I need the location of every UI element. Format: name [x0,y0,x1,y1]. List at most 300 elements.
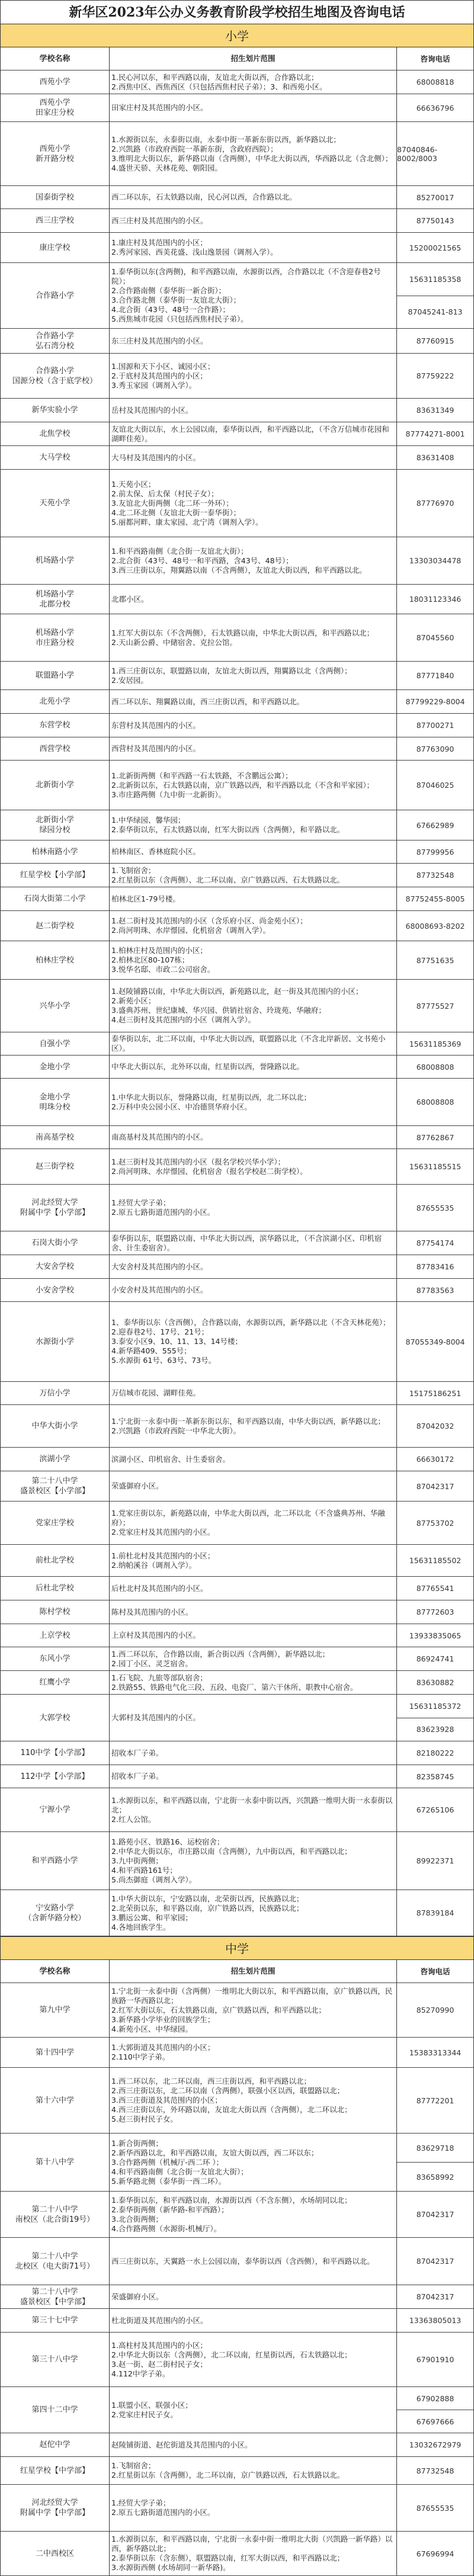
phone-cell [397,470,473,537]
range-line: 1.宁北街一永泰中街（含两侧）一维明北大街以东，和平西路以南，京广铁路以西，民族路一华西路以北； [111,1986,393,2005]
table-header [0,1960,474,1983]
range-line: 岳村及其范围内的小区。 [111,405,193,415]
school-name-line: 水源街小学 [35,1337,74,1346]
phone-number: 82180222 [416,1749,454,1757]
phone-cell [397,1890,473,1936]
table-row [0,1032,474,1056]
school-name [1,2387,110,2433]
phone-number: 15631185515 [409,1162,462,1171]
school-name [1,1448,110,1471]
range-line: 1.联盟小区、联强小区； [111,2400,193,2410]
range-line: 3.新华路小学毕业的回族学生； [111,2014,215,2024]
range-line: 荣盛御府小区。 [111,1481,164,1490]
range-line: 1.西二环以东，合作路以南，新合街以西（含两侧），新华路以北； [111,1649,330,1658]
school-name [1,1695,110,1741]
phone-number: 82358745 [416,1772,454,1781]
school-name [1,1788,110,1831]
table-row [0,2485,474,2532]
phone-number: 15383313344 [409,2048,462,2057]
school-name [1,980,110,1032]
enrollment-range [110,1788,397,1831]
school-name-line: 西营学校 [39,744,71,753]
range-line: 2.红星街以东（含两侧），北二环以南，京广铁路以西，石太铁路以北。 [111,2471,345,2479]
school-name-line: 河北经贸大学 [31,2498,78,2507]
range-line: 1.北新街两侧（和平西路一石太铁路，不含鹏远公寓）； [111,771,293,780]
header-phone: 咨询电话 [420,54,450,63]
table-row [0,1302,474,1382]
phone-cell [397,263,473,328]
range-line: 东营村及其范围内的小区。 [111,720,201,730]
school-name-line: 国源分校（含于底学校） [12,376,97,386]
school-name [1,662,110,689]
school-name-line: 东风小学 [39,1654,71,1663]
phone-cell [397,446,473,469]
range-line: 2.天山新公爵、中储宿舍、克拉公馆。 [111,637,237,647]
school-name [1,1079,110,1125]
range-line: 2.铁路55、铁路电气化三段、五段、电瓷厂、第六干休所、职教中心宿舍。 [111,1682,358,1692]
range-line: 3.水源街西侧 (水场胡同一新华路)。 [111,2563,230,2572]
range-line: 1.中华绿园、馨华园； [111,816,185,825]
phone-cell [397,329,473,353]
phone-cell [397,1624,473,1647]
phone-number: 87774271-8001 [405,429,465,438]
phone-cell [397,2433,473,2456]
range-line: 2.泰华街以东，石太铁路以南，红军大街以西（含两侧），和平路以北。 [111,825,345,834]
header-school-name: 学校名称 [1,1960,110,1982]
phone-number: 83658992 [397,2162,473,2191]
range-line: 1.柏林庄村及范围内的小区； [111,946,207,955]
range-line: 泰华街以东，北二环以南，中华北大街以西，联盟路以北（不含北岸新居、文书苑小区）。 [111,1034,386,1053]
table-row [0,614,474,662]
school-name-line: 天苑小学 [39,499,71,508]
phone-number: 87799956 [416,847,454,856]
phone-number: 87700271 [416,721,454,730]
school-name-line: 北郡分校 [39,599,71,609]
phone-cell [397,2238,473,2285]
range-line: 3.赵一街、赵二街村民子女； [111,2359,207,2369]
phone-number: 15631185372 [409,1701,462,1711]
phone-number: 87772201 [416,2096,454,2105]
range-line: 西营村及其范围内的小区。 [111,744,201,753]
range-line: 2.秀河家园、西美花盛、浅山逸景园（调剂入学）。 [111,248,278,256]
table-row [0,1741,474,1765]
range-line: 陈村及其范围内的小区。 [111,1607,193,1616]
phone-number: 87655535 [416,2503,454,2513]
enrollment-range [110,1647,397,1670]
school-name-line: 大安舍学校 [35,1262,74,1271]
school-name [1,1149,110,1184]
range-line: 2.前太保、后太保（村民子女）； [111,489,219,498]
school-name [1,329,110,353]
range-line: 2.北合街（43号、48号一和平西路，含43号、48号）； [111,556,293,565]
phone-number: 87045241-813 [397,296,473,329]
enrollment-range [110,329,397,353]
table-row [0,263,474,329]
range-line: 1.国源和天下小区、诚园小区； [111,361,215,371]
school-name-line: 第四十二中学 [31,2405,78,2414]
table-row [0,2285,474,2309]
enrollment-range [110,585,397,614]
table-row [0,1502,474,1545]
range-line: 1.前杜北村及其范围内的小区； [111,1551,215,1560]
school-name-line: （含新华路分校） [24,1913,86,1923]
phone-cell [397,186,473,208]
range-line: 3.秀玉家园（调剂入学）。 [111,380,197,390]
school-name [1,209,110,232]
header-range: 招生划片范围 [110,47,397,70]
enrollment-range [110,841,397,863]
school-name-line: 西苑小学 [39,98,71,107]
enrollment-range [110,209,397,232]
phone-cell [397,2485,473,2531]
enrollment-range [110,941,397,979]
phone-cell [397,887,473,910]
phone-number: 89922371 [416,1856,454,1865]
table-row [0,585,474,614]
school-name-line: 110中学【小学部】 [20,1749,89,1757]
school-name [1,422,110,445]
range-line: 1.赵二街村及其范围内的小区（含乐府小区、尚金苑小区）； [111,916,308,925]
phone-number: 67901910 [416,2355,454,2364]
school-name-line: 第二十八中学 [31,2287,78,2296]
range-line: 2.万科中央公园小区、中冶德贤华府小区。 [111,1102,252,1111]
phone-number: 15631185369 [409,1039,462,1048]
table-row [0,662,474,690]
range-line: 2.泰华街两侧（新华路-和平西路）； [111,2205,229,2214]
phone-number: 83623928 [397,1718,473,1741]
phone-number: 68008808 [416,1098,454,1106]
school-name-line: 党家庄学校 [35,1518,74,1528]
phone-cell [397,1471,473,1501]
phone-number: 87040846-8002/8003 [397,145,438,163]
range-line: 3.北合街两侧； [111,2214,163,2224]
range-line: 北郡小区。 [111,594,149,604]
phone-number: 87045560 [416,633,454,642]
school-name [1,1502,110,1544]
table-row [0,1255,474,1279]
school-name [1,1647,110,1670]
range-line: 4.北合街（43号、48号一合作路）； [111,305,230,314]
range-line: 1.中华大街以东，宁安路以南，北荣街以西，民族路以北； [111,1894,304,1903]
enrollment-range [110,2068,397,2133]
range-line: 1.天苑小区； [111,479,156,489]
enrollment-range [110,2192,397,2237]
range-line: 5.丽都河畔、康太家园、北宁湾（调剂入学）。 [111,517,263,527]
phone-number: 67265106 [416,1805,454,1814]
enrollment-range [110,1302,397,1381]
phone-number: 85270017 [416,193,454,202]
range-line: 2.尚河明珠、水岸憬园、化机宿舍（调剂入学）。 [111,926,271,935]
school-name-line: 机场路小学 [35,628,74,637]
table-row [0,2038,474,2068]
school-name [1,1255,110,1278]
phone-number: 87776970 [416,499,454,508]
school-name [1,864,110,887]
range-line: 1.赵陵铺路以南，中华北大街以西，新苑路以北，赵一街及其范围内的小区； [111,987,363,996]
table-row [0,1695,474,1741]
phone-cell [397,1448,473,1471]
phone-cell [397,690,473,713]
phone-cell [397,1126,473,1149]
enrollment-range [110,887,397,910]
phone-cell [397,2333,473,2386]
range-line: 西三庄街以东，天翼路一水上公园以南，泰华街以西（含西侧），和平西路以北。 [111,2256,374,2266]
enrollment-range [110,2387,397,2433]
phone-number: 87759222 [416,371,454,380]
phone-cell [397,864,473,887]
range-line: 柏林南区、香林庭院小区。 [111,847,201,856]
school-name [1,1056,110,1078]
phone-cell [397,354,473,398]
phone-cell [397,1405,473,1447]
school-name-line: 东营学校 [39,721,71,730]
range-line: 上京村及其范围内的小区。 [111,1631,201,1640]
enrollment-range [110,1577,397,1600]
enrollment-range [110,2457,397,2484]
range-line: 东三庄村及其范围内的小区。 [111,336,208,345]
school-name [1,399,110,422]
range-line: 1.红军大街以东（不含两侧），石太铁路以南，中华北大街以西，和平西路以北； [111,628,374,637]
enrollment-range [110,1765,397,1788]
school-name [1,737,110,760]
table-row [0,1126,474,1149]
school-name [1,2192,110,2237]
range-line: 4.112中学子弟。 [111,2369,170,2378]
phone-number: 87839184 [416,1908,454,1917]
enrollment-range [110,70,397,94]
phone-cell [397,537,473,584]
table-row [0,422,474,446]
table-row [0,329,474,354]
school-name [1,614,110,661]
school-name [1,1577,110,1600]
phone-number: 83629718 [416,2143,454,2152]
range-line: 西三庄村及其范围内的小区。 [111,216,208,225]
phone-cell [397,2457,473,2484]
school-name-line: 赵佗中学 [39,2440,71,2449]
school-name-line: 柏林南路小学 [31,847,78,856]
table-row [0,1079,474,1126]
table-row [0,1231,474,1255]
school-name [1,2134,110,2191]
school-name [1,2433,110,2456]
range-line: 杜北街道及其范围内的小区。 [111,2315,208,2325]
school-name-line: 盛景校区【中学部】 [20,2297,89,2306]
enrollment-range [110,2309,397,2332]
enrollment-range [110,714,397,737]
school-name-line: 自强小学 [39,1039,71,1048]
range-line: 2.中华北大街以东（含两侧），北二环以南，红星街以西，石太铁路以北； [111,2350,352,2359]
range-line: 2.园丁小区、灵芝宿舍。 [111,1658,193,1668]
enrollment-range [110,1890,397,1936]
phone-cell [397,399,473,422]
range-line: 2.红军大街以东，石太铁路以南，京广铁路以西，和平西路以北； [111,2005,326,2014]
school-name-line: 红星学校【小学部】 [20,871,89,880]
phone-cell [397,585,473,614]
enrollment-range [110,2433,397,2456]
phone-number: 15631185502 [409,1556,462,1565]
table-row [0,1056,474,1079]
phone-number: 87042317 [416,2257,454,2266]
phone-cell [397,737,473,760]
school-name-line: 第三十八中学 [31,2355,78,2364]
school-name-line: 滨湖小学 [39,1455,71,1464]
school-name-line: 北焦学校 [39,429,71,438]
school-name [1,537,110,584]
range-line: 2.北新街以东，石太铁路以南，京广铁路以西，和平西路以北（不含和平家园）； [111,780,374,790]
school-name [1,1126,110,1149]
header-school-name: 学校名称 [1,47,110,70]
enrollment-range [110,864,397,887]
phone-number: 87762867 [416,1133,454,1142]
phone-cell [397,1741,473,1765]
enrollment-range [110,1695,397,1741]
school-name-line: 兴华小学 [39,1001,71,1010]
range-line: 2.新苑小区； [111,996,156,1005]
phone-number: 86924741 [416,1654,454,1663]
phone-cell [397,761,473,810]
school-name [1,2238,110,2285]
range-line: 2.尚河明珠、水岸憬园、化机宿舍（报名学校赵二街学校）。 [111,1166,308,1176]
school-name [1,2333,110,2386]
enrollment-range [110,1624,397,1647]
enrollment-range [110,2333,397,2386]
range-line: 1.新合街两侧； [111,2138,163,2148]
range-line: 2.泰华街以东（含东侧），联盟路以南，红军大街以西，和平西路以北； [111,2553,345,2562]
range-line: 4.合作路两侧（水源街-机械厅）。 [111,2224,222,2233]
school-name [1,2485,110,2531]
school-name [1,2038,110,2067]
table-row [0,1545,474,1577]
table-row [0,537,474,585]
school-name [1,1832,110,1890]
range-line: 西二环以东、翔翼路以南，西三庄街以西，和平西路以北。 [111,697,305,706]
phone-number: 68008693-8202 [405,921,465,931]
range-line: 1.经贸大学子弟； [111,2498,171,2507]
range-line: 2.迎春巷2号、17号、21号； [111,1327,209,1336]
school-name-line: 新华实验小学 [31,406,78,415]
school-name-line: 金地小学 [39,1092,71,1102]
school-name-line: 南高基学校 [35,1133,74,1142]
range-line: 柏林北区1-79号楼。 [111,894,180,903]
phone-number: 87763090 [416,744,454,753]
range-line: 中华北大街以东，北外环以南，红星街以西，誉隆路以北。 [111,1062,305,1071]
range-line: 2.新华西路以北，和平西路以南，友谊大街以西，西二环以东； [111,2148,319,2157]
phone-number: 13363805013 [409,2316,462,2325]
range-line: 4.新华路409、555号； [111,1346,191,1355]
school-name [1,1302,110,1381]
phone-cell [397,1695,473,1741]
range-line: 后杜北村及其范围内的小区。 [111,1583,208,1593]
school-name [1,263,110,328]
range-line: 2.合作路南侧（泰华街一新合街）； [111,286,226,295]
range-line: 1.泰华街以东，和平西路以南，水源街以西（不含东侧），水场胡同以北； [111,2195,352,2205]
phone-cell [397,2285,473,2308]
range-line: 5.水源街 61号、63号、73号。 [111,1356,216,1365]
enrollment-range [110,2285,397,2308]
table-header [0,47,474,70]
phone-cell [397,2387,473,2433]
header-range: 招生划片范围 [110,1960,397,1982]
phone-number: 67696994 [416,2549,454,2558]
table-row [0,2238,474,2285]
school-name [1,1741,110,1765]
phone-cell [397,1079,473,1125]
enrollment-range [110,911,397,941]
table-row [0,1382,474,1405]
enrollment-range [110,2532,397,2575]
phone-cell [397,714,473,737]
phone-cell [397,911,473,941]
enrollment-range [110,470,397,537]
range-line: 大安舍村及其范围内的小区。 [111,1262,208,1271]
phone-cell [397,422,473,445]
enrollment-range [110,399,397,422]
phone-number: 87046025 [416,781,454,790]
school-name [1,1185,110,1231]
table-row [0,70,474,94]
phone-cell [397,1788,473,1831]
school-name [1,810,110,840]
school-name-line: 112中学【小学部】 [20,1772,89,1781]
table-row [0,761,474,810]
school-name-line: 合作路小学 [35,366,74,376]
enrollment-range [110,1149,397,1184]
table-row [0,941,474,980]
range-line: 2.纳帕溪谷（调剂入学）。 [111,1560,197,1570]
enrollment-range [110,810,397,840]
enrollment-range [110,1405,397,1447]
school-name-line: 北苑小学 [39,697,71,706]
range-line: 3.市庄路两侧（九中街一北新街）。 [111,790,226,799]
enrollment-range [110,2238,397,2285]
range-line: 1.水源街以东，和平西路以南，宁北街一永泰中街以西，兴凯路一维明大街一永泰街以北； [111,1795,393,1814]
school-name-line: 陈村学校 [39,1608,71,1616]
enrollment-range [110,422,397,445]
school-name [1,2532,110,2575]
enrollment-range [110,1279,397,1301]
range-line: 3.西三庄街道及其范围内的小区； [111,2096,222,2105]
range-line: 万信城市花园、湖畔佳苑。 [111,1388,201,1397]
phone-cell [397,614,473,661]
range-line: 滨湖小区、印机宿舍、计生委宿舍。 [111,1454,230,1464]
school-name-line: 新开路分校 [35,154,74,163]
table-row [0,122,474,186]
school-name-line: 上京学校 [39,1631,71,1640]
school-name [1,186,110,208]
range-line: 4.赵三街村及其范围内的小区（调剂入学）。 [111,1015,256,1024]
school-name-line: 后杜北学校 [35,1584,74,1593]
enrollment-range [110,446,397,469]
school-name [1,887,110,910]
school-name-line: 第二十八中学 [31,2205,78,2214]
school-name [1,2068,110,2133]
section-band-primary: 小学 [0,24,474,47]
range-line: 1.高柱村及其范围内的小区； [111,2340,207,2350]
school-name-line: 大马学校 [39,453,71,462]
range-line: 1.党家庄街以东，新苑路以南，中华北大街以西，北二环以北（不含盛典苏州、华融府）； [111,1509,385,1527]
phone-number: 87783416 [416,1262,454,1271]
school-name-line: 第十六中学 [35,2096,74,2105]
phone-cell [397,209,473,232]
phone-number: 87732548 [416,871,454,880]
range-line: 4.西三庄街以东，外环路以南，友谊北大街以西（含两侧），北二环以北； [111,2105,352,2114]
phone-cell [397,1671,473,1694]
enrollment-range [110,233,397,262]
phone-number: 13303034478 [409,556,462,565]
school-name-line: 康庄学校 [39,243,71,252]
school-table [0,24,474,2576]
